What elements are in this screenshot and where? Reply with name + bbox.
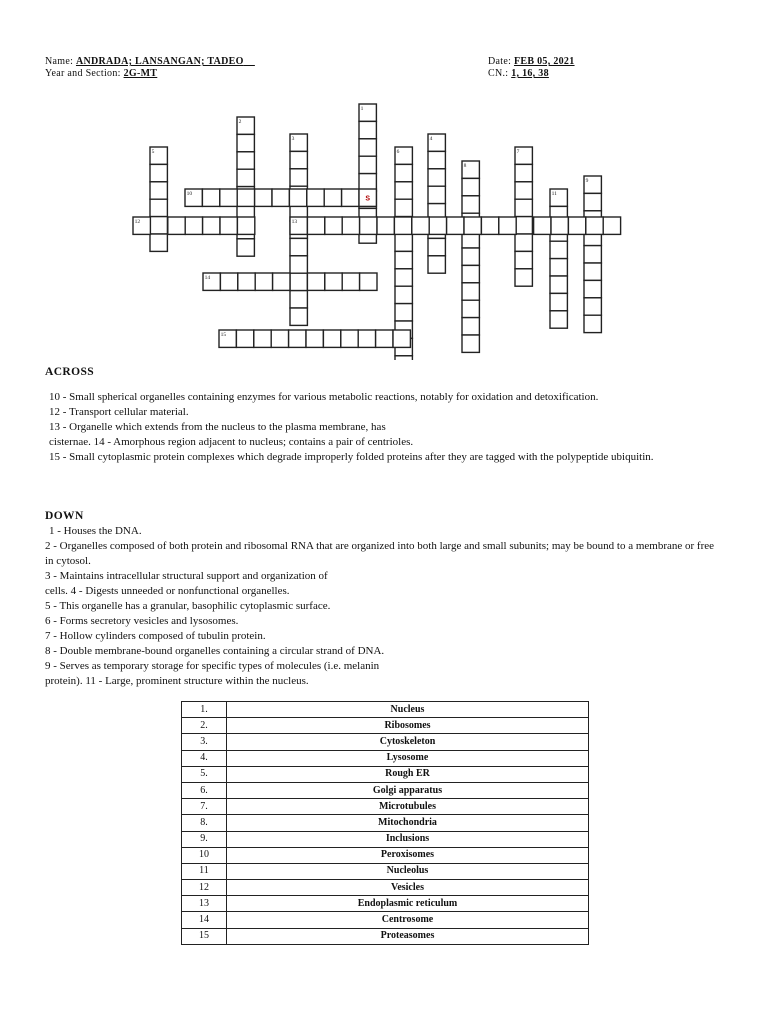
grid-cell[interactable] [202, 189, 219, 206]
grid-cell[interactable] [515, 182, 532, 199]
answer-number: 7. [182, 799, 227, 815]
grid-cell[interactable] [220, 217, 237, 234]
grid-cell[interactable] [412, 217, 429, 234]
grid-cell[interactable] [568, 217, 585, 234]
clue-number-6: 6 [396, 149, 400, 155]
grid-cell[interactable] [273, 273, 290, 290]
grid-cell[interactable] [271, 330, 288, 347]
clue-item: 9 - Serves as temporary storage for specific types of molecules (i.e. melanin [45, 660, 380, 672]
clue-item: 10 - Small spherical organelles containing enzymes for various metabolic reactions, notably for oxidation and detoxification. [49, 391, 599, 403]
answer-row [182, 847, 589, 863]
grid-cell[interactable] [168, 217, 185, 234]
down-title: DOWN [45, 510, 84, 522]
grid-cell[interactable] [290, 238, 307, 255]
grid-cell[interactable] [586, 217, 603, 234]
grid-cell[interactable] [324, 189, 341, 206]
grid-cell[interactable] [462, 248, 479, 265]
clue-item: 2 - Organelles composed of both protein and ribosomal RNA that are organized into both large and small subunits; may be bound to a membrane or free in cytosol. [45, 540, 715, 567]
grid-cell[interactable] [307, 217, 324, 234]
date-value: FEB 05, 2021 [513, 56, 575, 67]
answer-text: Inclusions [227, 831, 589, 847]
grid-cell[interactable] [342, 273, 359, 290]
grid-cell[interactable] [515, 199, 532, 216]
clue-item: cells. 4 - Digests unneeded or nonfunctional organelles. [45, 585, 290, 597]
grid-cell[interactable] [150, 234, 167, 251]
answer-text: Ribosomes [227, 718, 589, 734]
clue-number-8: 8 [463, 163, 467, 169]
grid-cell[interactable] [584, 193, 601, 210]
grid-cell[interactable] [515, 269, 532, 286]
clue-number-14: 14 [204, 275, 211, 281]
across-clues [45, 390, 729, 465]
grid-cell[interactable] [237, 152, 254, 169]
grid-cell[interactable] [515, 234, 532, 251]
grid-cell[interactable] [550, 259, 567, 276]
answer-text: Golgi apparatus [227, 782, 589, 798]
clue-number-2: 2 [238, 119, 242, 125]
answer-row [182, 815, 589, 831]
grid-cell[interactable] [462, 335, 479, 352]
crossword-grid [0, 0, 768, 360]
grid-cell[interactable] [289, 330, 306, 347]
cn-value: 1, 16, 38 [511, 68, 549, 79]
grid-cell[interactable] [499, 217, 516, 234]
clue-number-9: 9 [585, 178, 589, 184]
answer-row [182, 896, 589, 912]
clue-item: 3 - Maintains intracellular structural support and organization of [45, 570, 328, 582]
grid-cell[interactable] [307, 273, 324, 290]
clue-item: 7 - Hollow cylinders composed of tubulin protein. [45, 630, 266, 642]
grid-cell[interactable] [237, 169, 254, 186]
grid-cell[interactable] [584, 280, 601, 297]
cn-label: CN.: [488, 68, 509, 79]
clue-item: 15 - Small cytoplasmic protein complexes which degrade improperly folded proteins after they are tagged with the polypeptide ubiquitin. [49, 451, 654, 463]
answer-number: 4. [182, 750, 227, 766]
grid-cell[interactable] [290, 169, 307, 186]
grid-cell[interactable] [447, 217, 464, 234]
grid-cell[interactable] [428, 186, 445, 203]
answer-number: 6. [182, 782, 227, 798]
grid-cell[interactable] [395, 304, 412, 321]
grid-cell[interactable] [534, 217, 551, 234]
grid-cell[interactable] [290, 273, 307, 290]
clue-number-7: 7 [516, 149, 520, 155]
answer-number: 5. [182, 766, 227, 782]
answer-row [182, 831, 589, 847]
clue-number-12: 12 [134, 219, 141, 225]
grid-cell[interactable] [515, 251, 532, 268]
clue-item: 13 - Organelle which extends from the nucleus to the plasma membrane, has [49, 421, 386, 433]
answer-number: 13 [182, 896, 227, 912]
answer-number: 8. [182, 815, 227, 831]
grid-cell[interactable] [150, 164, 167, 181]
grid-cell[interactable] [393, 330, 410, 347]
answer-text: Cytoskeleton [227, 734, 589, 750]
grid-cell[interactable] [394, 217, 411, 234]
grid-cell[interactable] [272, 189, 289, 206]
clue-number-13: 13 [291, 219, 298, 225]
grid-cell[interactable] [584, 246, 601, 263]
clue-number-10: 10 [186, 191, 193, 197]
grid-cell[interactable] [428, 256, 445, 273]
clue-number-5: 5 [151, 149, 155, 155]
grid-cell[interactable] [325, 217, 342, 234]
clue-item: protein). 11 - Large, prominent structure within the nucleus. [45, 675, 309, 687]
answer-row [182, 750, 589, 766]
grid-cell[interactable] [237, 217, 254, 234]
grid-cell[interactable] [323, 330, 340, 347]
answer-text: Proteasomes [227, 928, 589, 944]
grid-cell[interactable] [237, 239, 254, 256]
answer-text: Nucleus [227, 702, 589, 718]
name-label: Name: [45, 56, 74, 67]
answer-number: 15 [182, 928, 227, 944]
grid-cell[interactable] [255, 273, 272, 290]
grid-cell[interactable] [481, 217, 498, 234]
answer-text: Peroxisomes [227, 847, 589, 863]
grid-cell[interactable] [289, 189, 306, 206]
answer-row [182, 766, 589, 782]
answer-number: 3. [182, 734, 227, 750]
grid-cell[interactable] [150, 199, 167, 216]
grid-cell[interactable] [395, 164, 412, 181]
grid-cell[interactable] [395, 286, 412, 303]
answer-text: Mitochondria [227, 815, 589, 831]
grid-cell[interactable] [203, 217, 220, 234]
grid-cell[interactable] [584, 298, 601, 315]
grid-cell[interactable] [462, 300, 479, 317]
grid-cell[interactable] [220, 273, 237, 290]
clue-item: cisternae. 14 - Amorphous region adjacent to nucleus; contains a pair of centrioles. [49, 436, 414, 448]
grid-cell[interactable] [550, 276, 567, 293]
grid-cell[interactable] [237, 189, 254, 206]
grid-cell[interactable] [359, 156, 376, 173]
grid-cell[interactable] [395, 234, 412, 251]
grid-cell[interactable] [551, 217, 568, 234]
grid-cell[interactable] [360, 217, 377, 234]
grid-cell[interactable] [254, 330, 271, 347]
answer-row [182, 799, 589, 815]
grid-cell[interactable] [515, 164, 532, 181]
answer-row [182, 734, 589, 750]
grid-cell[interactable] [376, 330, 393, 347]
grid-cell[interactable] [603, 217, 620, 234]
grid-cell[interactable] [341, 330, 358, 347]
grid-cell[interactable] [236, 330, 253, 347]
grid-cell[interactable] [428, 238, 445, 255]
grid-cell[interactable] [515, 217, 532, 234]
answer-row [182, 928, 589, 944]
filled-letter: S [365, 195, 371, 203]
grid-cell[interactable] [220, 189, 237, 206]
grid-cell[interactable] [150, 182, 167, 199]
down-clues [45, 524, 725, 689]
answer-text: Endoplasmic reticulum [227, 896, 589, 912]
grid-cell[interactable] [462, 283, 479, 300]
grid-cell[interactable] [255, 189, 272, 206]
grid-cell[interactable] [306, 330, 323, 347]
answer-text: Lysosome [227, 750, 589, 766]
across-title: ACROSS [45, 366, 95, 378]
answer-number: 2. [182, 718, 227, 734]
grid-cell[interactable] [462, 196, 479, 213]
grid-cell[interactable] [395, 269, 412, 286]
grid-cell[interactable] [428, 151, 445, 168]
answer-number: 14 [182, 912, 227, 928]
grid-cell[interactable] [360, 273, 377, 290]
grid-cell[interactable] [462, 318, 479, 335]
grid-cell[interactable] [550, 293, 567, 310]
grid-cell[interactable] [377, 217, 394, 234]
clue-item: 1 - Houses the DNA. [49, 525, 142, 537]
answer-text: Vesicles [227, 880, 589, 896]
answer-row [182, 702, 589, 718]
grid-cell[interactable] [584, 263, 601, 280]
clue-number-11: 11 [551, 191, 557, 197]
year-label: Year and Section: [45, 68, 121, 79]
answer-text: Centrosome [227, 912, 589, 928]
clue-number-15: 15 [220, 332, 227, 338]
grid-cell[interactable] [395, 182, 412, 199]
grid-cell[interactable] [550, 311, 567, 328]
grid-cell[interactable] [429, 217, 446, 234]
answer-text: Rough ER [227, 766, 589, 782]
grid-cell[interactable] [342, 217, 359, 234]
grid-cell[interactable] [290, 151, 307, 168]
answer-number: 12 [182, 880, 227, 896]
clue-number-4: 4 [429, 136, 433, 142]
answer-number: 10 [182, 847, 227, 863]
grid-cell[interactable] [358, 330, 375, 347]
answer-number: 1. [182, 702, 227, 718]
grid-cell[interactable] [550, 241, 567, 258]
date-label: Date: [488, 56, 512, 67]
grid-cell[interactable] [359, 139, 376, 156]
grid-cell[interactable] [428, 169, 445, 186]
clue-number-3: 3 [291, 136, 295, 142]
grid-cell[interactable] [237, 134, 254, 151]
grid-cell[interactable] [395, 251, 412, 268]
grid-cell[interactable] [307, 189, 324, 206]
clue-number-1: 1 [360, 106, 364, 112]
answer-text: Microtubules [227, 799, 589, 815]
grid-cell[interactable] [464, 217, 481, 234]
answer-table [181, 701, 589, 945]
answer-row [182, 912, 589, 928]
grid-cell[interactable] [342, 189, 359, 206]
clue-item: 8 - Double membrane-bound organelles containing a circular strand of DNA. [45, 645, 385, 657]
grid-cell[interactable] [185, 217, 202, 234]
answer-number: 11 [182, 863, 227, 879]
grid-cell[interactable] [395, 199, 412, 216]
answer-number: 9. [182, 831, 227, 847]
answer-row [182, 880, 589, 896]
grid-cell[interactable] [150, 217, 167, 234]
grid-cell[interactable] [290, 256, 307, 273]
clue-item: 12 - Transport cellular material. [49, 406, 189, 418]
answer-row [182, 718, 589, 734]
name-value: ANDRADA; LANSANGAN; TADEO [75, 56, 244, 67]
answer-row [182, 782, 589, 798]
grid-cell[interactable] [462, 265, 479, 282]
answer-row [182, 863, 589, 879]
year-value: 2G-MT [123, 68, 158, 79]
grid-cell[interactable] [359, 121, 376, 138]
clue-item: 6 - Forms secretory vesicles and lysosomes. [45, 615, 239, 627]
grid-cell[interactable] [395, 356, 412, 360]
grid-cell[interactable] [290, 291, 307, 308]
grid-cell[interactable] [325, 273, 342, 290]
grid-cell[interactable] [584, 315, 601, 332]
grid-cell[interactable] [238, 273, 255, 290]
grid-cell[interactable] [290, 308, 307, 325]
grid-cell[interactable] [462, 178, 479, 195]
clue-item: 5 - This organelle has a granular, basophilic cytoplasmic surface. [45, 600, 331, 612]
answer-text: Nucleolus [227, 863, 589, 879]
